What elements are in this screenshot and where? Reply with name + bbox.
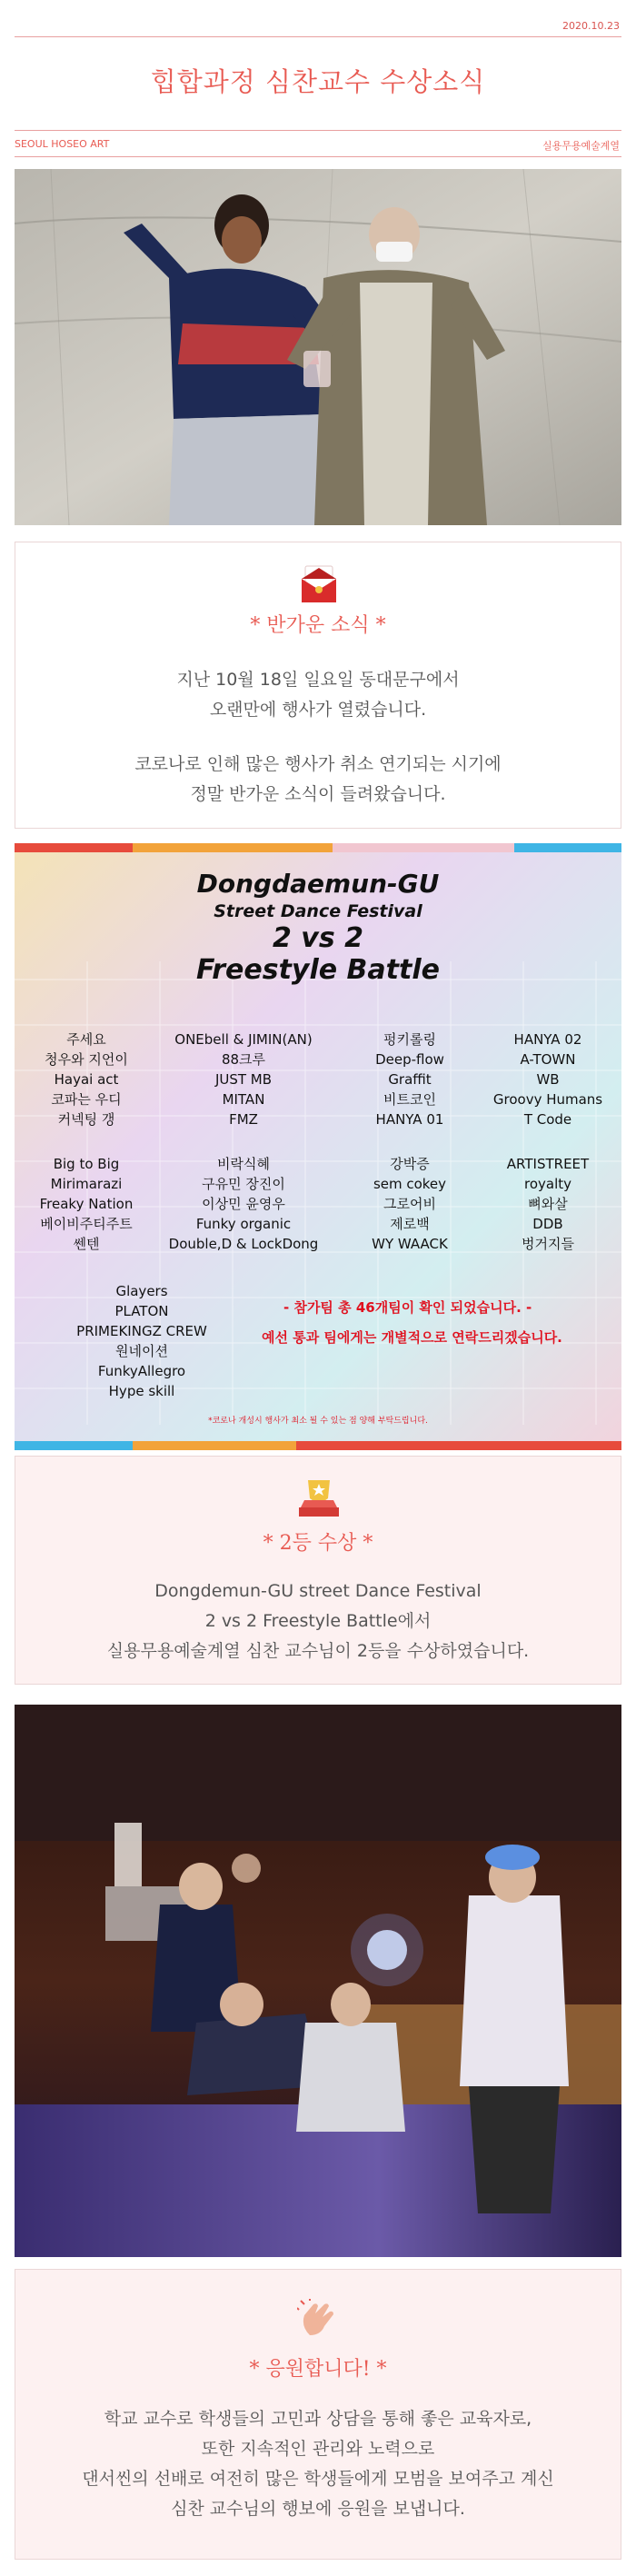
team-name: Glayers xyxy=(115,1283,168,1299)
team-name: Double,D & LockDong xyxy=(168,1236,319,1252)
org-name: SEOUL HOSEO ART xyxy=(15,138,110,150)
team-name: 그로어비 xyxy=(383,1196,436,1212)
team-name: 펑키롤링 xyxy=(383,1031,436,1048)
team-name: sem cokey xyxy=(373,1176,447,1192)
team-name: Hype skill xyxy=(108,1383,175,1399)
team-name: Funky organic xyxy=(195,1216,292,1232)
team-list-1c xyxy=(51,1281,233,1401)
team-name: ONEbell & JIMIN(AN) xyxy=(174,1031,313,1048)
award-heading: * 2등 수상 * xyxy=(263,1532,373,1555)
poster-notice-2: 예선 통과 팀에게는 개별적으로 연락드리겠습니다. xyxy=(262,1329,562,1346)
team-name: PLATON xyxy=(114,1303,169,1319)
envelope-icon xyxy=(300,562,338,604)
poster-notice-1: - 참가팀 총 46개팀이 확인 되었습니다. - xyxy=(283,1299,532,1316)
team-list-3b xyxy=(342,1154,478,1254)
cheer-line-3: 댄서씬의 선배로 여전히 많은 학생들에게 모범을 보여주고 계신 xyxy=(82,2469,554,2489)
team-name: Groovy Humans xyxy=(492,1091,603,1108)
team-list-1a xyxy=(18,1029,154,1129)
team-name: 비트코인 xyxy=(383,1091,436,1108)
team-name: FMZ xyxy=(229,1111,258,1128)
team-name: T Code xyxy=(523,1111,572,1128)
team-name: Graffit xyxy=(388,1071,432,1088)
team-name: 베이비주티주트 xyxy=(40,1216,133,1232)
event-poster xyxy=(15,843,621,1450)
team-name: FunkyAllegro xyxy=(97,1363,186,1379)
team-name: 커넥팅 갱 xyxy=(57,1111,115,1128)
team-name: 청우와 지언이 xyxy=(45,1051,128,1068)
battle-photo xyxy=(15,1705,621,2257)
team-name: MITAN xyxy=(222,1091,265,1108)
news-line-4: 정말 반가운 소식이 들려왔습니다. xyxy=(190,784,446,804)
award-card xyxy=(15,1456,621,1685)
news-card xyxy=(15,542,621,829)
team-name: PRIMEKINGZ CREW xyxy=(76,1323,207,1339)
team-name: 벙거지들 xyxy=(522,1236,574,1252)
page-title: 힙합과정 심찬교수 수상소식 xyxy=(150,66,486,97)
header-mid-rule xyxy=(15,130,621,131)
clapping-hands-icon xyxy=(297,2299,341,2339)
award-line-2: 2 vs 2 Freestyle Battle에서 xyxy=(204,1611,432,1631)
team-name: Hayai act xyxy=(54,1071,119,1088)
team-name: DDB xyxy=(532,1216,563,1232)
team-name: 강박증 xyxy=(390,1156,430,1172)
team-name: Big to Big xyxy=(53,1156,120,1172)
hero-photo xyxy=(15,169,621,525)
team-name: HANYA 02 xyxy=(513,1031,582,1048)
team-list-2a xyxy=(153,1029,334,1129)
team-name: 뼈와살 xyxy=(528,1196,568,1212)
team-list-1b xyxy=(18,1154,154,1254)
team-name: 이상민 윤영우 xyxy=(202,1196,285,1212)
team-name: ARTISTREET xyxy=(506,1156,590,1172)
news-line-2: 오랜만에 행사가 열렸습니다. xyxy=(209,700,427,720)
team-name: 코파는 우디 xyxy=(51,1091,122,1108)
team-name: A-TOWN xyxy=(520,1051,576,1068)
cheer-line-2: 또한 지속적인 관리와 노력으로 xyxy=(201,2439,435,2459)
award-line-1: Dongdemun-GU street Dance Festival xyxy=(154,1581,482,1601)
team-name: 원네이션 xyxy=(115,1343,168,1359)
news-line-1: 지난 10월 18일 일요일 동대문구에서 xyxy=(176,670,460,690)
team-name: 비락식혜 xyxy=(217,1156,270,1172)
header-top-rule xyxy=(15,36,621,37)
poster-footnote: *코로나 개성시 행사가 최소 될 수 있는 점 양해 부탁드립니다. xyxy=(208,1417,428,1426)
team-name: WB xyxy=(536,1071,560,1088)
team-list-4a xyxy=(480,1029,616,1129)
dept-name: 실용무용예술계열 xyxy=(542,140,620,152)
team-name: 제로백 xyxy=(390,1216,430,1232)
news-line-3: 코로나로 인해 많은 행사가 취소 연기되는 시기에 xyxy=(134,754,502,774)
cheer-line-1: 학교 교수로 학생들의 고민과 상담을 통해 좋은 교육자로, xyxy=(104,2409,532,2429)
team-name: 구유민 장진이 xyxy=(202,1176,285,1192)
team-name: WY WAACK xyxy=(372,1236,448,1252)
team-list-2b xyxy=(153,1154,334,1254)
team-name: royalty xyxy=(523,1176,571,1192)
team-name: 쎈텐 xyxy=(73,1236,100,1252)
cheer-card xyxy=(15,2269,621,2560)
team-name: JUST MB xyxy=(214,1071,273,1088)
team-name: HANYA 01 xyxy=(375,1111,444,1128)
trophy-icon xyxy=(295,1478,343,1520)
award-line-3: 실용무용예술계열 심찬 교수님이 2등을 수상하였습니다. xyxy=(106,1641,530,1661)
team-name: Freaky Nation xyxy=(39,1196,134,1212)
news-heading: * 반가운 소식 * xyxy=(250,614,386,637)
team-name: Deep-flow xyxy=(375,1051,444,1068)
poster-title-2: Street Dance Festival xyxy=(214,901,422,921)
poster-title-3: 2 vs 2 xyxy=(272,922,364,954)
cheer-heading: * 응원합니다! * xyxy=(249,2358,387,2381)
team-list-3a xyxy=(342,1029,478,1129)
team-name: 주세요 xyxy=(66,1031,106,1048)
post-date: 2020.10.23 xyxy=(562,20,620,32)
header-bottom-rule xyxy=(15,156,621,157)
poster-title-1: Dongdaemun-GU xyxy=(196,869,440,899)
team-list-4b xyxy=(480,1154,616,1254)
team-name: Mirimarazi xyxy=(50,1176,123,1192)
team-name: 88크루 xyxy=(221,1051,266,1068)
poster-title-4: Freestyle Battle xyxy=(196,954,440,986)
cheer-line-4: 심찬 교수님의 행보에 응원을 보냅니다. xyxy=(171,2499,465,2519)
